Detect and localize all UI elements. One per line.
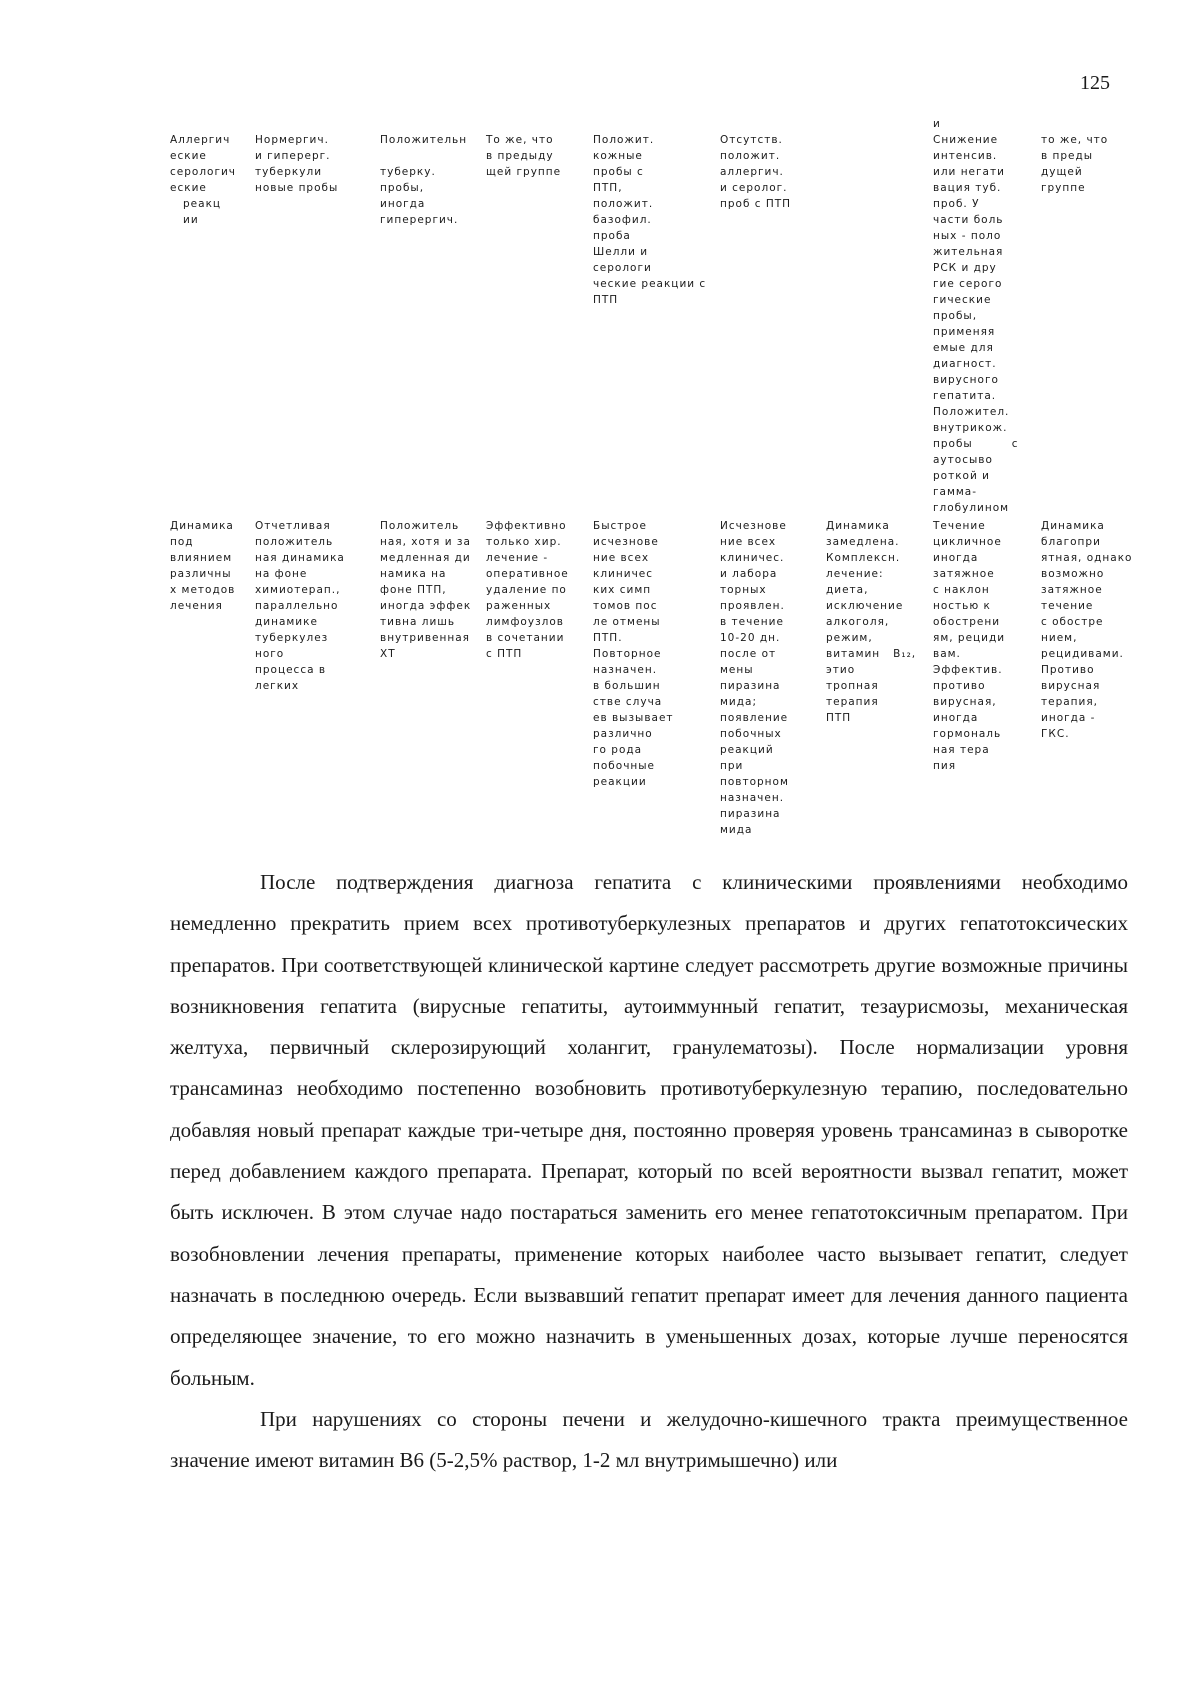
table-cell-r2-c8: Течение цикличное иногда затяжное с наклон ностью к обострени ям, рециди вам. Эффектив. противо вирусная, иногда гормональ ная тера пия [933, 520, 1006, 772]
table-cell-r2-c6: Исчезнове ние всех клиничес. и лабора торных проявлен. в течение 10-20 дн. после от мены пиразина мида; появление побочных реакций при повторном назначен. пиразина мида [720, 520, 789, 836]
table-cell-r2-c5: Быстрое исчезнове ние всех клиничес ких симп томов пос ле отмены ПТП. Повторное назначен. в большин стве случа ев вызывает различно го рода побочные реакции [593, 520, 674, 788]
paragraph-2: При нарушениях со стороны печени и желудочно-кишечного тракта преимущественное значение имеют витамин В6 (5-2,5% раствор, 1-2 мл внутримышечно) или [170, 1406, 1128, 1473]
table-cell-r1-c5: Положит. кожные пробы с ПТП, положит. базофил. проба Шелли и серологи ческие реакции с ПТП [593, 134, 707, 306]
body-text [170, 862, 1128, 1481]
table-cell-r1-c1: Аллергич еские серологич еские реакц ии [170, 134, 237, 226]
table-cell-r2-c4: Эффективно только хир. лечение - оперативное удаление по раженных лимфоузлов в сочетании с ПТП [486, 520, 569, 660]
page-number: 125 [1080, 72, 1110, 94]
table-cell-r1-c8: и Снижение интенсив. или негати вация туб. проб. У части боль ных - поло жительная РСК и дру гие серого гические пробы, применяя емые для диагност. вирусного гепатита. Положител. внутрикож. пробы с аутосыво роткой и гамма- глобулином [933, 118, 1019, 514]
table-cell-r2-c1: Динамика под влиянием различны х методов лечения [170, 520, 236, 612]
table-cell-r1-c4: То же, что в предыду щей группе [486, 134, 562, 178]
table-cell-r1-c2: Нормергич. и гиперерг. туберкули новые пробы [255, 134, 339, 194]
table-cell-r1-c6: Отсутств. положит. аллергич. и серолог. проб с ПТП [720, 134, 792, 210]
paragraph-1: После подтверждения диагноза гепатита с клиническими проявлениями необходимо немедленно прекратить прием всех противотуберкулезных препаратов и других гепатотоксических препаратов. При соответствующей клинической картине следует рассмотреть другие возможные причины возникновения гепатита (вирусные гепатиты, аутоиммунный гепатит, тезаурисмозы, механическая желтуха, первичный склерозирующий холангит, гранулематозы). После нормализации уровня трансаминаз необходимо постепенно возобновить противотуберкулезную терапию, последовательно добавляя новый препарат каждые три-четыре дня, постоянно проверяя уровень трансаминаз в сыворотке перед добавлением каждого препарата. Препарат, который по всей вероятности вызвал гепатит, может быть исключен. В этом случае надо постараться заменить его менее гепатотоксичным препаратом. При возобновлении лечения препараты, применение которых наиболее часто вызывает гепатит, следует назначать в последнюю очередь. Если вызвавший гепатит препарат имеет для лечения данного пациента определяющее значение, то его можно назначить в уменьшенных дозах, которые лучше переносятся больным. [170, 870, 1128, 1390]
table-cell-r2-c3: Положитель ная, хотя и за медленная ди намика на фоне ПТП, иногда эффек тивна лишь внутривенная ХТ [380, 520, 472, 660]
table-cell-r2-c7: Динамика замедлена. Комплексн. лечение: диета, исключение алкоголя, режим, витамин B₁₂, этио тропная терапия ПТП [826, 520, 917, 724]
table-cell-r1-c9: то же, что в преды дущей группе [1041, 134, 1109, 194]
table-cell-r2-c9: Динамика благопри ятная, однако возможно затяжное течение с обостре нием, рецидивами. Противо вирусная терапия, иногда - ГКС. [1041, 520, 1133, 740]
table-cell-r2-c2: Отчетливая положитель ная динамика на фоне химиотерап., параллельно динамике туберкулез ного процесса в легких [255, 520, 345, 692]
table-cell-r1-c3: Положительн туберку. пробы, иногда гиперергич. [380, 134, 468, 226]
